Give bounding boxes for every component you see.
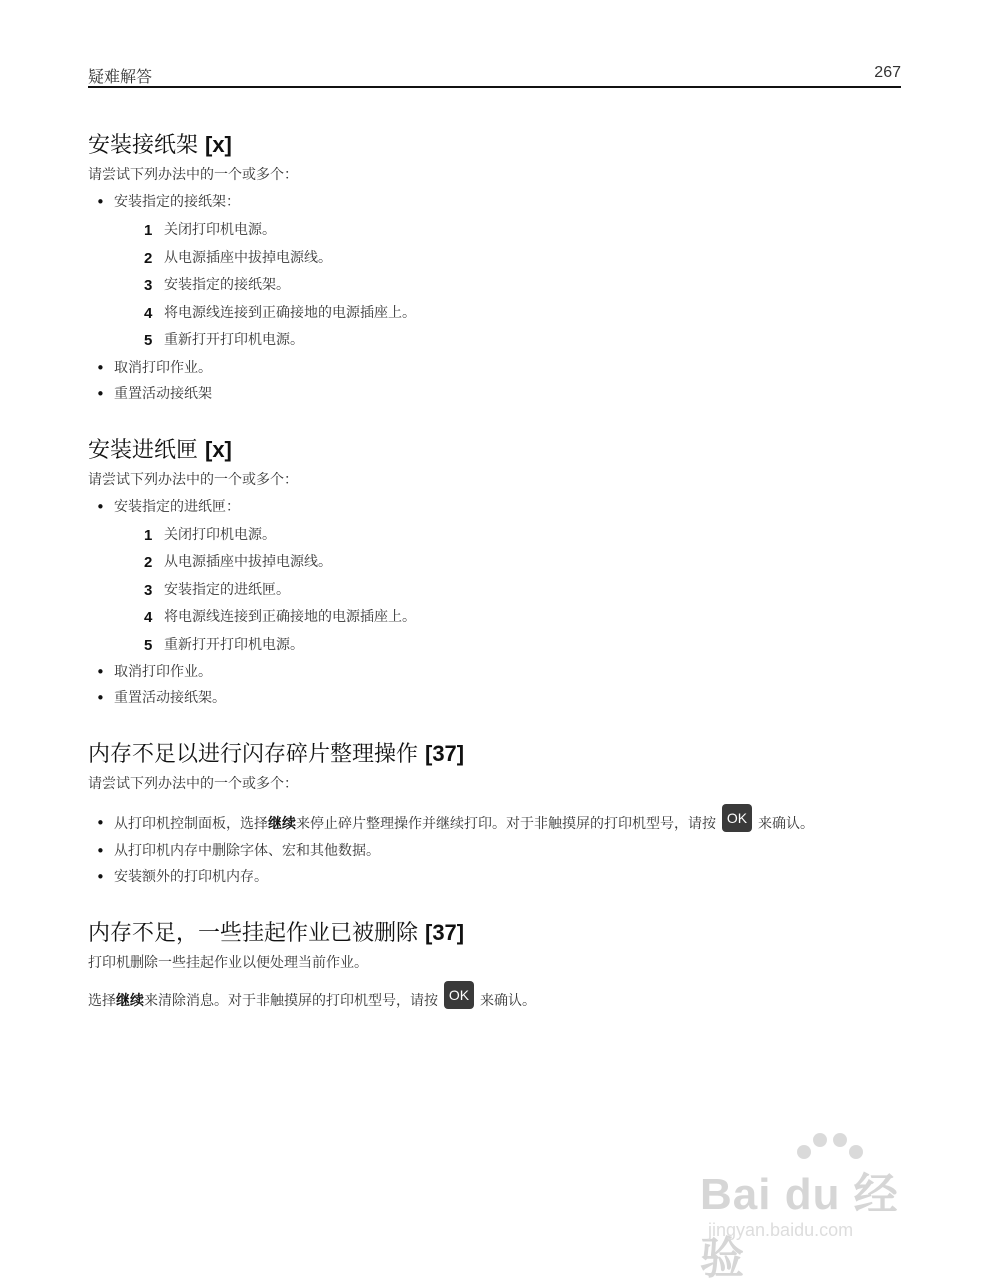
section-title: 安装接纸架 [x] [88,132,232,158]
section-install-output-bin [88,128,901,407]
ok-key-icon: OK [722,804,752,832]
section-title: 安装进纸匣 [x] [88,436,232,463]
step-item: 3 安装指定的接纸架。 [144,277,290,294]
solution-list [88,189,901,407]
watermark-logo-text: Bai du 经验 [700,1170,899,1283]
page-number: 267 [874,64,901,81]
baidu-jingyan-watermark [700,1128,940,1283]
section-paragraph: 选择继续来清除消息。对于非触摸屏的打印机型号，请按 OK 来确认。 [88,987,901,1015]
step-item: 5 重新打开打印机电源。 [144,636,304,654]
page-header [88,64,901,88]
list-item: • 从打印机内存中删除字体、宏和其他数据。 [88,838,901,864]
step-item: 4 将电源线连接到正确接地的电源插座上。 [144,609,416,626]
section-title: 内存不足以进行闪存碎片整理操作 [37] [88,741,465,767]
list-item: • 安装额外的打印机内存。 [88,864,901,890]
list-item: • 取消打印作业。 [88,659,901,685]
ok-key-icon: OK [444,981,474,1009]
section-paragraph: 打印机删除一些挂起作业以便处理当前作业。 [88,955,368,971]
section-install-input-tray [88,433,901,712]
list-item: • 取消打印作业。 [88,355,901,381]
steps-list [114,522,901,660]
step-item: 3 安装指定的进纸匣。 [144,581,290,599]
step-item: 5 重新打开打印机电源。 [144,332,304,349]
steps-list [114,217,901,355]
watermark-url: jingyan.baidu.com [708,1220,854,1240]
section-held-jobs-deleted [88,916,901,1015]
list-item: • 重置活动接纸架。 [88,685,901,711]
step-item: 1 关闭打印机电源。 [144,222,276,239]
solution-list [88,810,901,890]
continue-keyword: 继续 [116,993,144,1009]
section-title: 内存不足，一些挂起作业已被删除 [37] [88,920,465,946]
step-item: 1 关闭打印机电源。 [144,526,276,544]
list-item: • 从打印机控制面板，选择继续来停止碎片整理操作并继续打印。对于非触摸屏的打印机型号，请按 OK 来确认。 [88,810,901,838]
section-intro: 请尝试下列办法中的一个或多个： [88,167,298,183]
continue-keyword: 继续 [268,816,296,832]
section-intro: 请尝试下列办法中的一个或多个： [88,776,298,792]
step-item: 2 从电源插座中拔掉电源线。 [144,249,332,267]
document-body [88,128,901,1041]
step-item: 2 从电源插座中拔掉电源线。 [144,554,332,571]
solution-list [88,494,901,712]
section-intro: 请尝试下列办法中的一个或多个： [88,471,298,488]
section-insufficient-memory-defrag [88,737,901,890]
list-item: • 重置活动接纸架 [88,381,901,407]
list-item: • 安装指定的接纸架： 1 关闭打印机电源。 2 从电源插座中拔掉电源线。 3 安装指定的接纸架。 4 将电源线连接到正确接地的电源插座上。 5 重新打开打印机电源。 [88,189,901,355]
header-section-title: 疑难解答 [88,67,153,86]
step-item: 4 将电源线连接到正确接地的电源插座上。 [144,304,416,322]
list-item: • 安装指定的进纸匣： 1 关闭打印机电源。 2 从电源插座中拔掉电源线。 3 安装指定的进纸匣。 4 将电源线连接到正确接地的电源插座上。 5 重新打开打印机电源。 [88,494,901,660]
